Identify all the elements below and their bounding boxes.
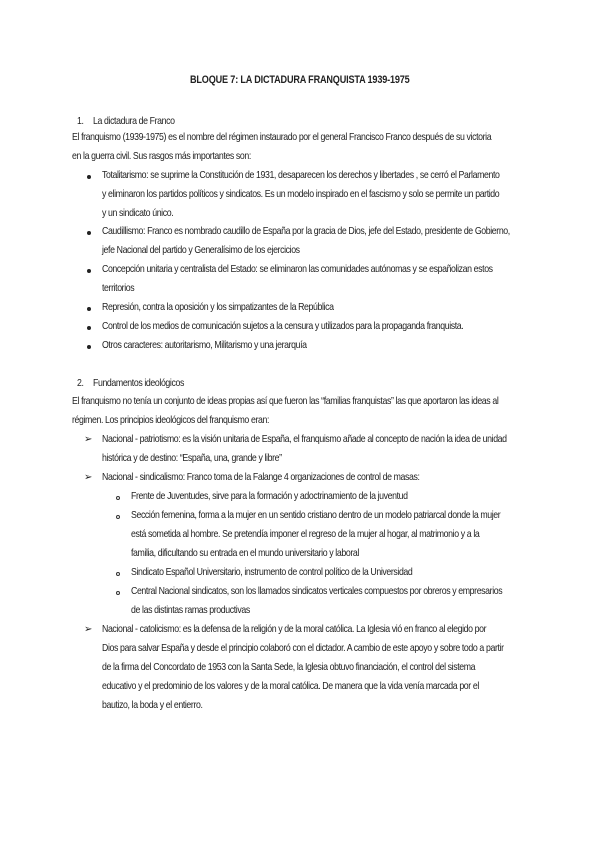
bullet-dot [87,231,91,235]
bullet-text: Otros caracteres: autoritarismo, Militarismo y una jerarquía [102,340,307,351]
circle-bullet-icon [116,515,120,519]
bullet-text: Caudillismo: Franco es nombrado caudillo de España por la gracia de Dios, jefe del Estado, presidente de Gobierno, [102,226,510,237]
arrow-item-text: educativo y el predominio de los valores y de la moral católica. De manera que la vida venía marcada por el [102,681,479,692]
bullet-text: y un sindicato único. [102,208,174,219]
section2-heading: Fundamentos ideológicos [93,378,184,389]
arrow-item-text: Nacional - patriotismo: es la visión unitaria de España, el franquismo añade al concepto de nación la idea de unidad [102,434,507,445]
bullet-dot [87,307,91,311]
bullet-dot [87,175,91,179]
arrow-bullet-icon: ➢ [84,624,93,635]
sub-item-text: Central Nacional sindicatos, son los llamados sindicatos verticales compuestos por obreros y empresarios [131,586,503,597]
bullet-dot [87,326,91,330]
circle-bullet-icon [116,591,120,595]
arrow-bullet-icon: ➢ [84,472,93,483]
bullet-dot [87,269,91,273]
section1-intro-line: El franquismo (1939-1975) es el nombre del régimen instaurado por el general Francisco Franco después de su victoria [72,132,492,143]
section1-heading: La dictadura de Franco [93,116,175,127]
arrow-item-text: de la firma del Concordato de 1953 con la Santa Sede, la Iglesia obtuvo financiación, el control del sistema [102,662,476,673]
section2-intro-line: régimen. Los principios ideológicos del franquismo eran: [72,415,269,426]
bullet-text: territorios [102,283,135,294]
bullet-dot [87,345,91,349]
section1-number: 1. [77,116,84,127]
sub-item-text: está sometida al hombre. Se pretendía imponer el regreso de la mujer al hogar, al matrimonio y a la [131,529,480,540]
section2-number: 2. [77,378,84,389]
arrow-item-text: Dios para salvar España y desde el principio colaboró con el dictador. A cambio de este apoyo y sobre todo a partir [102,643,504,654]
sub-item-text: familia, dificultando su entrada en el mundo universitario y laboral [131,548,359,559]
sub-item-text: Sección femenina, forma a la mujer en un sentido cristiano dentro de un modelo patriarcal donde la mujer [131,510,501,521]
sub-item-text: de las distintas ramas productivas [131,605,250,616]
sub-item-text: Frente de Juventudes, sirve para la formación y adoctrinamiento de la juventud [131,491,408,502]
bullet-text: Concepción unitaria y centralista del Estado: se eliminaron las comunidades autónomas y se españolizan estos [102,264,493,275]
sub-item-text: Sindicato Español Universitario, instrumento de control político de la Universidad [131,567,413,578]
circle-bullet-icon [116,496,120,500]
bullet-text: Totalitarismo: se suprime la Constitución de 1931, desaparecen los derechos y libertades , se cerró el Parlamento [102,170,500,181]
bullet-text: y eliminaron los partidos políticos y sindicatos. Es un modelo inspirado en el fascismo y solo se permite un partido [102,189,500,200]
arrow-item-text: histórica y de destino: “España, una, grande y libre” [102,453,282,464]
arrow-item-text: Nacional - sindicalismo: Franco toma de la Falange 4 organizaciones de control de masas: [102,472,420,483]
arrow-item-text: bautizo, la boda y el entierro. [102,700,203,711]
bullet-text: Represión, contra la oposición y los simpatizantes de la República [102,302,334,313]
document-title: BLOQUE 7: LA DICTADURA FRANQUISTA 1939-1975 [190,74,410,86]
bullet-text: jefe Nacional del partido y Generalísimo de los ejercicios [102,245,300,256]
circle-bullet-icon [116,572,120,576]
section2-intro-line: El franquismo no tenía un conjunto de ideas propias así que fueron las “familias franquistas” las que aportaron las ideas al [72,396,499,407]
bullet-text: Control de los medios de comunicación sujetos a la censura y utilizados para la propaganda franquista. [102,321,464,332]
section1-intro-line: en la guerra civil. Sus rasgos más importantes son: [72,151,251,162]
arrow-bullet-icon: ➢ [84,434,93,445]
arrow-item-text: Nacional - catolicismo: es la defensa de la religión y de la moral católica. La Iglesia vió en franco al elegido por [102,624,487,635]
